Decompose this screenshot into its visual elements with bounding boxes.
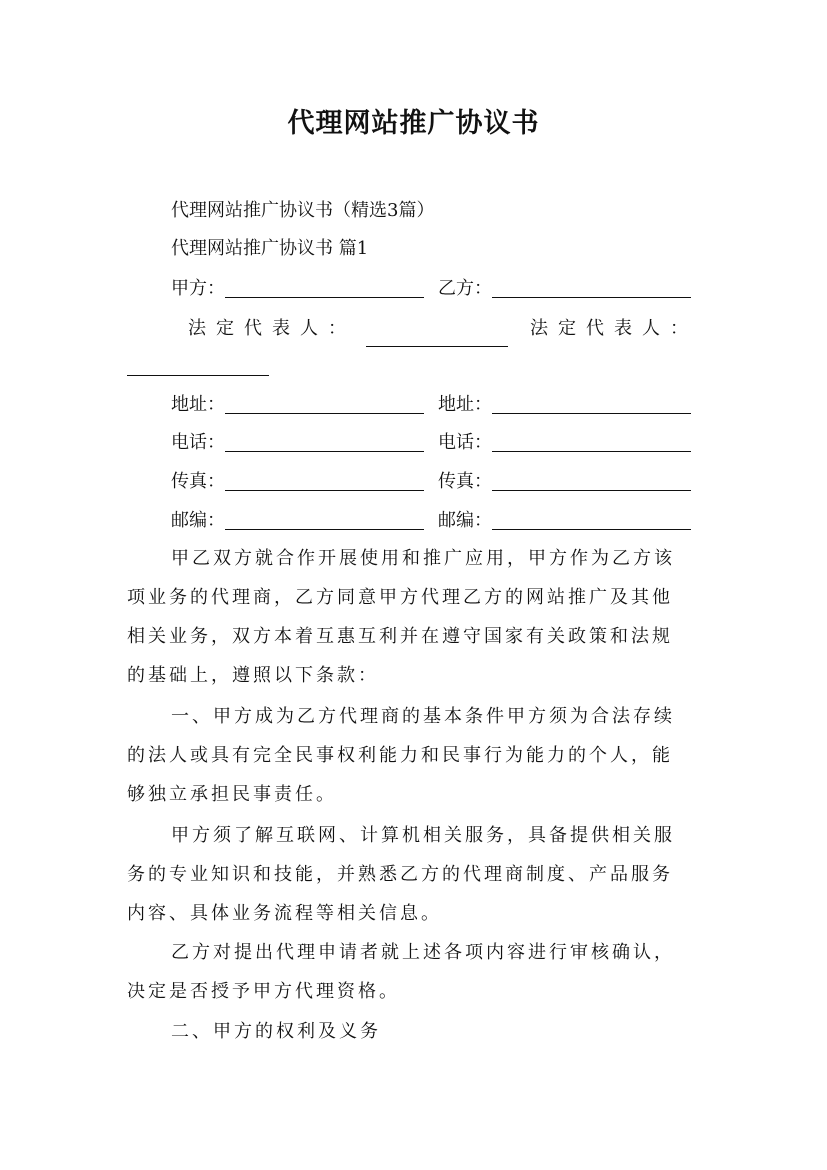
- paragraph-line: 的基础上，遵照以下条款：: [127, 665, 379, 686]
- subtitle: 代理网站推广协议书（精选3篇）: [171, 200, 435, 221]
- postcode-label-b: 邮编：: [438, 510, 492, 531]
- address-b-blank[interactable]: [492, 394, 691, 414]
- fax-label-a: 传真：: [171, 471, 225, 492]
- field-row-address: [127, 386, 751, 424]
- paragraph-line: 一、甲方成为乙方代理商的基本条件甲方须为合法存续: [171, 706, 675, 727]
- phone-label-a: 电话：: [171, 432, 225, 453]
- paragraph-line: 够独立承担民事责任。: [127, 784, 337, 805]
- postcode-label-a: 邮编：: [171, 510, 225, 531]
- field-row-fax: [127, 463, 751, 501]
- section-subheading: 二、甲方的权利及义务: [171, 1021, 381, 1042]
- legal-rep-label-b: 法定代表人：: [530, 318, 698, 339]
- party-row: [127, 270, 751, 308]
- fax-a-blank[interactable]: [225, 471, 424, 491]
- paragraph-line: 的法人或具有完全民事权利能力和民事行为能力的个人，能: [127, 745, 673, 766]
- phone-b-blank[interactable]: [492, 432, 691, 452]
- party-b-blank[interactable]: [492, 278, 691, 298]
- paragraph-line: 决定是否授予甲方代理资格。: [127, 981, 400, 1002]
- fax-b-blank[interactable]: [492, 471, 691, 491]
- party-a-blank[interactable]: [225, 278, 424, 298]
- phone-a-blank[interactable]: [225, 432, 424, 452]
- phone-label-b: 电话：: [438, 432, 492, 453]
- paragraph-line: 项业务的代理商，乙方同意甲方代理乙方的网站推广及其他: [127, 587, 673, 608]
- document-title: 代理网站推广协议书: [287, 108, 540, 139]
- address-label-a: 地址：: [171, 394, 225, 415]
- paragraph-line: 务的专业知识和技能，并熟悉乙方的代理商制度、产品服务: [127, 864, 673, 885]
- paragraph-line: 乙方对提出代理申请者就上述各项内容进行审核确认，: [171, 942, 675, 963]
- field-row-phone: [127, 424, 751, 462]
- address-label-b: 地址：: [438, 394, 492, 415]
- legal-rep-a-blank[interactable]: [366, 327, 508, 347]
- address-a-blank[interactable]: [225, 394, 424, 414]
- paragraph-line: 甲乙双方就合作开展使用和推广应用，甲方作为乙方该: [171, 548, 675, 569]
- field-row-postcode: [127, 502, 751, 540]
- paragraph-line: 内容、具体业务流程等相关信息。: [127, 903, 442, 924]
- section-heading: 代理网站推广协议书 篇1: [171, 238, 369, 259]
- paragraph-line: 甲方须了解互联网、计算机相关服务，具备提供相关服: [171, 825, 675, 846]
- party-b-label: 乙方：: [438, 278, 492, 299]
- paragraph-line: 相关业务，双方本着互惠互利并在遵守国家有关政策和法规: [127, 626, 673, 647]
- postcode-a-blank[interactable]: [225, 510, 424, 530]
- party-a-label: 甲方：: [171, 278, 225, 299]
- legal-rep-b-blank[interactable]: [127, 356, 269, 376]
- fax-label-b: 传真：: [438, 471, 492, 492]
- postcode-b-blank[interactable]: [492, 510, 691, 530]
- legal-rep-label-a: 法定代表人：: [188, 318, 356, 339]
